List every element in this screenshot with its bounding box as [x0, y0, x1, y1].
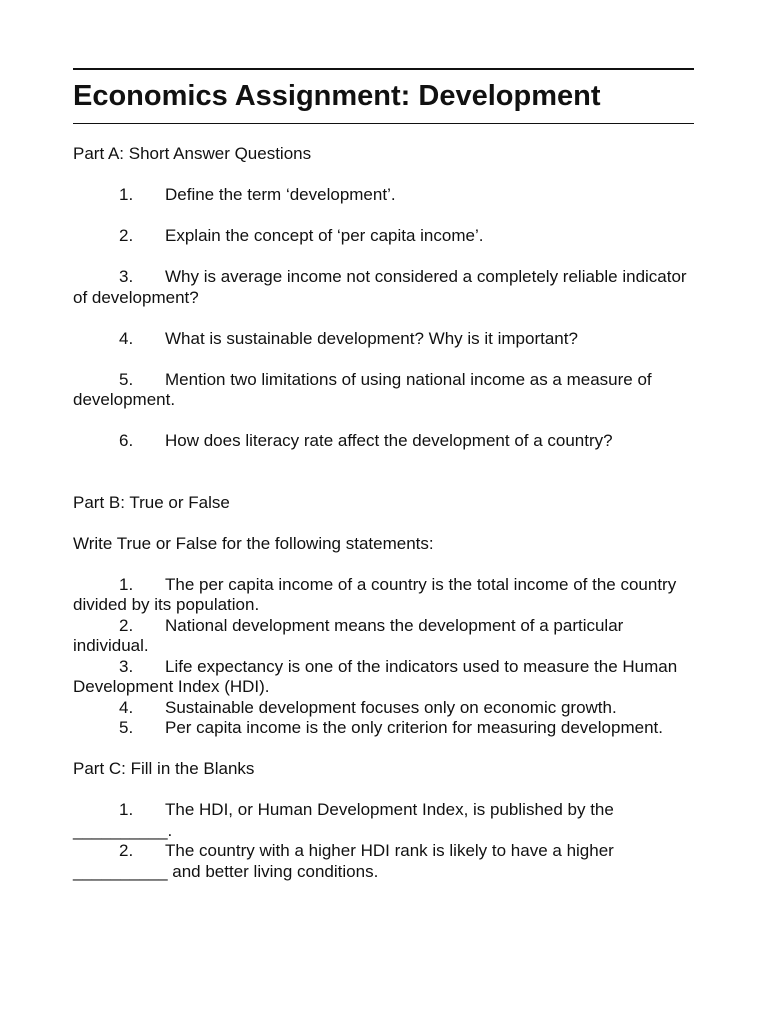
part-c-item-1 [73, 800, 694, 841]
part-b-heading: Part B: True or False [73, 492, 230, 512]
statement-text: Per capita income is the only criterion for measuring development. [165, 718, 663, 737]
question-text: Explain the concept of ‘per capita income’. [165, 226, 484, 245]
part-c-item-2 [73, 841, 694, 882]
part-a-question-5 [73, 370, 694, 411]
statement-text: The per capita income of a country is the total income of the country divided by its population. [73, 574, 677, 614]
statement-text: Life expectancy is one of the indicators used to measure the Human Development Index (HDI). [73, 656, 678, 696]
part-a-question-1 [73, 185, 694, 206]
question-text: Why is average income not considered a completely reliable indicator of development? [73, 267, 687, 307]
statement-text: Sustainable development focuses only on economic growth. [165, 697, 617, 717]
part-b-statement-1 [73, 575, 694, 616]
question-number: 3. [119, 267, 134, 286]
item-number: 2. [119, 841, 134, 860]
document-page [73, 68, 694, 882]
document-title: Economics Assignment: Development [73, 80, 601, 112]
question-text: What is sustainable development? Why is it important? [165, 328, 578, 348]
part-a-question-3 [73, 267, 694, 308]
item-number: 1. [119, 800, 134, 819]
part-a-question-2 [73, 226, 694, 247]
part-b-instruction: Write True or False for the following statements: [73, 533, 434, 553]
statement-number: 1. [119, 574, 134, 594]
question-number: 4. [119, 328, 134, 348]
question-text: Mention two limitations of using national income as a measure of development. [73, 369, 652, 409]
part-c-heading: Part C: Fill in the Blanks [73, 759, 255, 778]
question-number: 1. [119, 185, 134, 204]
statement-number: 2. [119, 615, 134, 635]
part-b-statement-5 [73, 718, 694, 739]
part-b-statement-3 [73, 657, 694, 698]
statement-text: National development means the development of a particular individual. [73, 615, 624, 655]
part-b-statement-2 [73, 616, 694, 657]
statement-number: 4. [119, 697, 134, 717]
question-number: 6. [119, 431, 134, 450]
statement-number: 5. [119, 718, 134, 737]
part-a-question-6 [73, 431, 694, 452]
statement-number: 3. [119, 656, 134, 676]
question-text: How does literacy rate affect the development of a country? [165, 431, 613, 450]
part-a-question-4 [73, 329, 694, 350]
question-number: 5. [119, 369, 134, 389]
question-number: 2. [119, 226, 134, 245]
question-text: Define the term ‘development’. [165, 185, 396, 204]
document-body [73, 124, 694, 882]
item-text: The HDI, or Human Development Index, is published by the __________. [73, 800, 614, 840]
item-text: The country with a higher HDI rank is likely to have a higher __________ and better living conditions. [73, 841, 614, 881]
part-a-heading: Part A: Short Answer Questions [73, 144, 312, 163]
part-b-statement-4 [73, 698, 694, 719]
title-top-rule [73, 68, 694, 70]
